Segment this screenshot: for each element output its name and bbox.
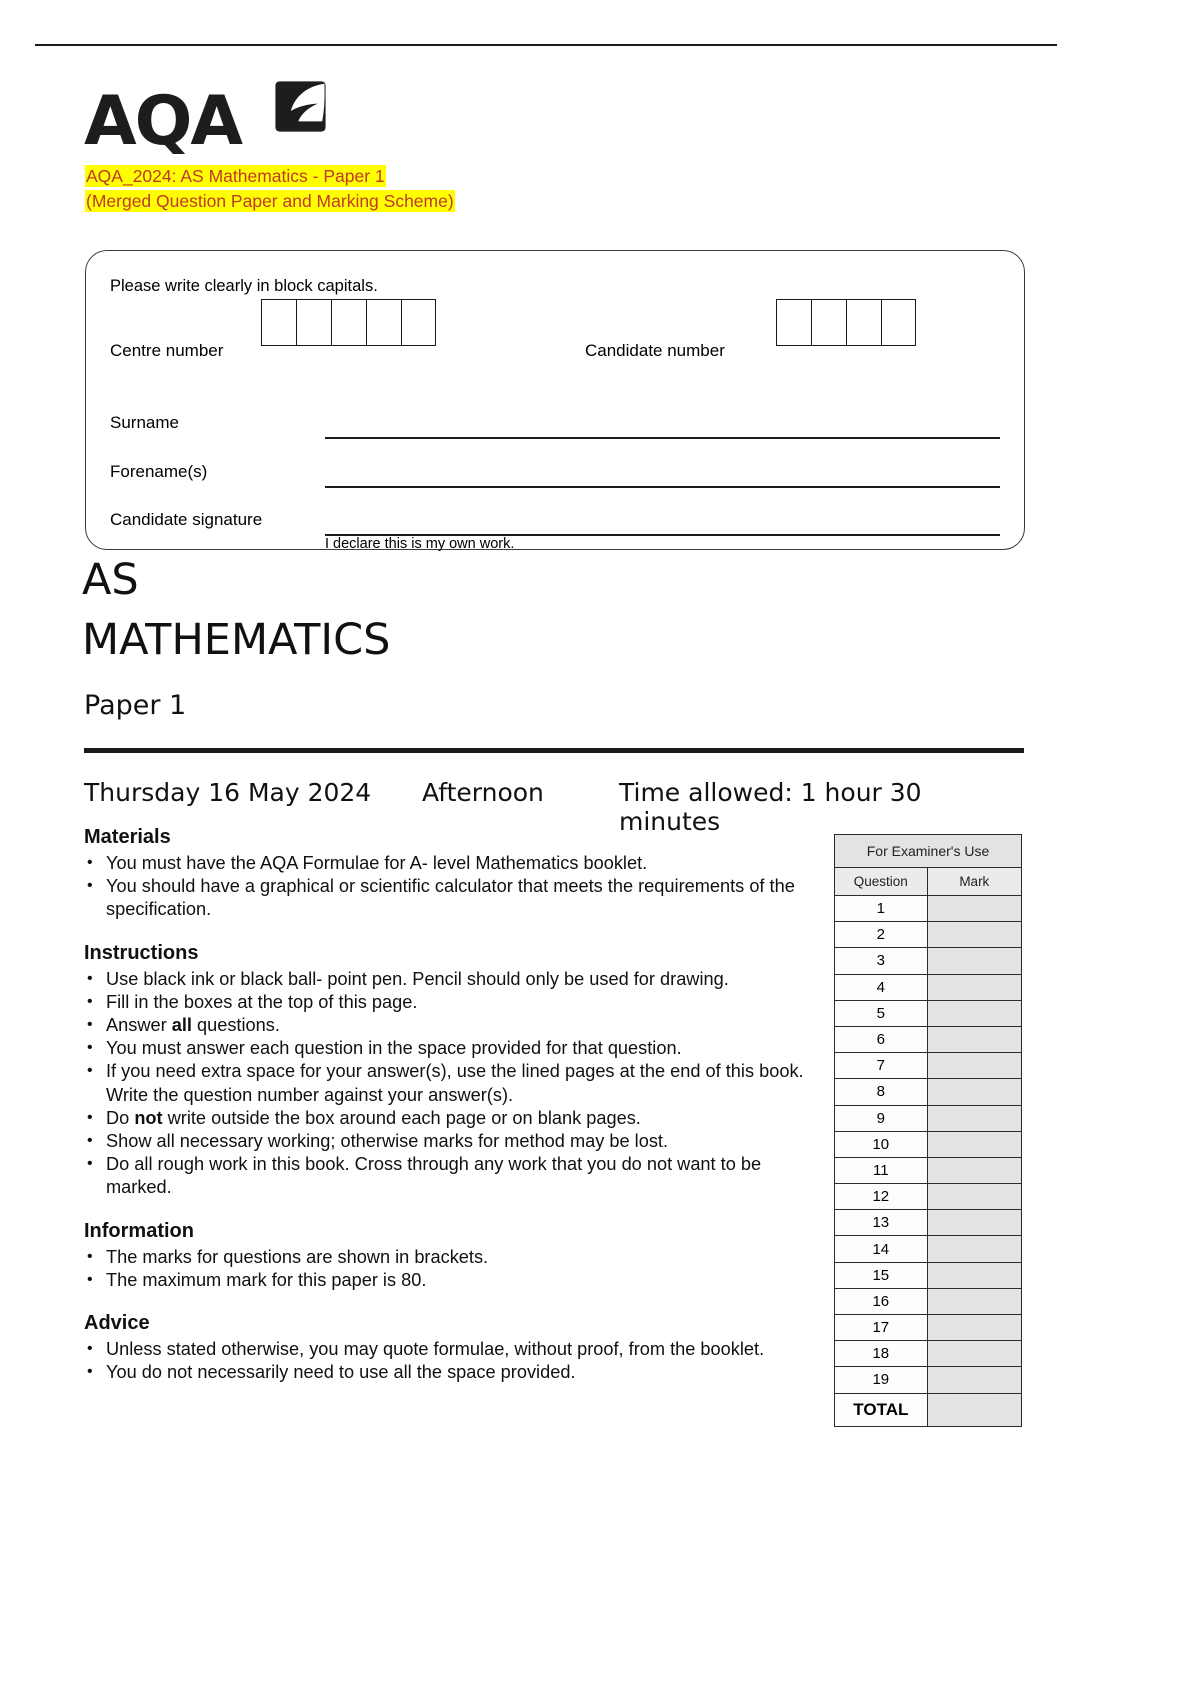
block-capitals-note: Please write clearly in block capitals. xyxy=(110,277,378,295)
mark-entry-cell[interactable] xyxy=(927,1000,1021,1026)
examiner-table-row xyxy=(835,1262,1022,1288)
examiner-table-row xyxy=(835,948,1022,974)
centre-number-cell[interactable] xyxy=(261,299,296,346)
forename-field-row xyxy=(110,456,1000,490)
bullet-item: • Unless stated otherwise, you may quote formulae, without proof, from the booklet. xyxy=(84,1338,814,1361)
subject-title: MATHEMATICS xyxy=(82,615,391,665)
question-number-cell: 16 xyxy=(835,1288,928,1314)
overlay-title-line1: AQA_2024: AS Mathematics - Paper 1 xyxy=(86,166,385,186)
mark-entry-cell[interactable] xyxy=(927,1315,1021,1341)
examiner-table-row xyxy=(835,1053,1022,1079)
page-top-rule xyxy=(35,44,1057,46)
examiner-table-row xyxy=(835,974,1022,1000)
title-divider-rule xyxy=(84,748,1024,753)
bullet-item: • You do not necessarily need to use all the space provided. xyxy=(84,1361,814,1384)
examiner-table-row xyxy=(835,1236,1022,1262)
mark-entry-cell[interactable] xyxy=(927,922,1021,948)
bullet-item: • Fill in the boxes at the top of this page. xyxy=(84,991,814,1014)
exam-date: Thursday 16 May 2024 xyxy=(84,778,372,807)
exam-time-allowed: Time allowed: 1 hour 30 minutes xyxy=(619,778,922,836)
centre-number-cell[interactable] xyxy=(366,299,401,346)
candidate-number-cell[interactable] xyxy=(846,299,881,346)
question-number-cell: 9 xyxy=(835,1105,928,1131)
section-gap xyxy=(84,922,814,942)
mark-entry-cell[interactable] xyxy=(927,1105,1021,1131)
examiner-table-row xyxy=(835,1000,1022,1026)
question-number-cell: 6 xyxy=(835,1026,928,1052)
total-label-cell: TOTAL xyxy=(835,1393,928,1426)
question-number-cell: 11 xyxy=(835,1157,928,1183)
examiner-table-total-row xyxy=(835,1393,1022,1426)
question-number-cell: 7 xyxy=(835,1053,928,1079)
centre-number-cell[interactable] xyxy=(331,299,366,346)
mark-entry-cell[interactable] xyxy=(927,1184,1021,1210)
section-heading: Instructions xyxy=(84,941,199,964)
question-number-cell: 18 xyxy=(835,1341,928,1367)
question-number-cell: 10 xyxy=(835,1131,928,1157)
section-gap xyxy=(84,1292,814,1312)
aqa-logo xyxy=(84,78,504,170)
exam-session: Afternoon xyxy=(422,778,544,807)
question-number-cell: 1 xyxy=(835,896,928,922)
section-heading: Information xyxy=(84,1219,194,1242)
examiner-table-row xyxy=(835,1157,1022,1183)
question-number-cell: 2 xyxy=(835,922,928,948)
examiner-table-row xyxy=(835,896,1022,922)
mark-column-header: Mark xyxy=(927,868,1021,896)
signature-field-row xyxy=(110,504,1000,538)
question-number-cell: 17 xyxy=(835,1315,928,1341)
mark-entry-cell[interactable] xyxy=(927,1288,1021,1314)
question-number-cell: 8 xyxy=(835,1079,928,1105)
examiner-table-row xyxy=(835,922,1022,948)
section-bullet-list xyxy=(84,968,814,1200)
candidate-number-cell[interactable] xyxy=(881,299,916,346)
question-number-cell: 14 xyxy=(835,1236,928,1262)
question-column-header: Question xyxy=(835,868,928,896)
examiner-table-row xyxy=(835,1210,1022,1236)
bullet-item: • Show all necessary working; otherwise marks for method may be lost. xyxy=(84,1130,814,1153)
surname-label: Surname xyxy=(110,413,179,432)
mark-entry-cell[interactable] xyxy=(927,896,1021,922)
question-number-cell: 12 xyxy=(835,1184,928,1210)
bullet-item: • Answer all questions. xyxy=(84,1014,814,1037)
bullet-item: • Do all rough work in this book. Cross through any work that you do not want to be marked. xyxy=(84,1153,814,1199)
section-gap xyxy=(84,1200,814,1220)
forename-label: Forename(s) xyxy=(110,462,208,481)
section-bullet-list xyxy=(84,852,814,922)
candidate-details-box xyxy=(85,250,1025,550)
section-bullet-list xyxy=(84,1246,814,1292)
bullet-item: • Use black ink or black ball- point pen. Pencil should only be used for drawing. xyxy=(84,968,814,991)
mark-entry-cell[interactable] xyxy=(927,1262,1021,1288)
paper-title: Paper 1 xyxy=(84,690,187,721)
examiner-table-header-row xyxy=(835,868,1022,896)
mark-entry-cell[interactable] xyxy=(927,1367,1021,1393)
centre-number-input[interactable] xyxy=(261,299,436,346)
bullet-item: • If you need extra space for your answer(s), use the lined pages at the end of this book. Write the question number against your answer(s). xyxy=(84,1060,814,1106)
examiner-table-title: For Examiner's Use xyxy=(835,835,1022,868)
surname-field-row xyxy=(110,407,1000,441)
mark-entry-cell[interactable] xyxy=(927,1053,1021,1079)
overlay-title-line2: (Merged Question Paper and Marking Scheme) xyxy=(86,191,454,211)
examiner-table-row xyxy=(835,1288,1022,1314)
overlay-title xyxy=(85,164,605,214)
examiner-table-row xyxy=(835,1026,1022,1052)
examiner-table-row xyxy=(835,1079,1022,1105)
aqa-logo-text: AQA xyxy=(84,82,242,161)
mark-entry-cell[interactable] xyxy=(927,1210,1021,1236)
question-number-cell: 4 xyxy=(835,974,928,1000)
mark-entry-cell[interactable] xyxy=(927,1236,1021,1262)
mark-entry-cell[interactable] xyxy=(927,1157,1021,1183)
bullet-item: • You must answer each question in the space provided for that question. xyxy=(84,1037,814,1060)
bullet-item: • You should have a graphical or scientific calculator that meets the requirements of the specification. xyxy=(84,875,814,921)
candidate-number-cell[interactable] xyxy=(811,299,846,346)
instructions-column xyxy=(84,826,814,1384)
bullet-item: • Do not write outside the box around each page or on blank pages. xyxy=(84,1107,814,1130)
declaration-text: I declare this is my own work. xyxy=(325,536,515,552)
question-number-cell: 5 xyxy=(835,1000,928,1026)
centre-number-cell[interactable] xyxy=(296,299,331,346)
candidate-number-input[interactable] xyxy=(776,299,916,346)
exam-schedule-line xyxy=(84,778,1024,836)
examiner-table-row xyxy=(835,1341,1022,1367)
question-number-cell: 19 xyxy=(835,1367,928,1393)
examiner-table-row xyxy=(835,1131,1022,1157)
centre-number-label: Centre number xyxy=(110,341,224,360)
bullet-item: • The maximum mark for this paper is 80. xyxy=(84,1269,814,1292)
examiner-table-row xyxy=(835,1105,1022,1131)
aqa-leaf-icon xyxy=(272,78,329,135)
signature-label: Candidate signature xyxy=(110,510,263,529)
candidate-number-label: Candidate number xyxy=(585,341,725,360)
mark-entry-cell[interactable] xyxy=(927,1079,1021,1105)
qualification-level: AS xyxy=(82,555,139,605)
mark-entry-cell[interactable] xyxy=(927,948,1021,974)
question-number-cell: 15 xyxy=(835,1262,928,1288)
surname-input-line[interactable] xyxy=(325,437,1000,439)
question-number-cell: 3 xyxy=(835,948,928,974)
examiner-table-row xyxy=(835,1367,1022,1393)
candidate-number-cell[interactable] xyxy=(776,299,811,346)
total-mark-cell[interactable] xyxy=(927,1393,1021,1426)
question-number-cell: 13 xyxy=(835,1210,928,1236)
mark-entry-cell[interactable] xyxy=(927,974,1021,1000)
examiner-table-row xyxy=(835,1315,1022,1341)
examiner-table-row xyxy=(835,1184,1022,1210)
mark-entry-cell[interactable] xyxy=(927,1026,1021,1052)
examiner-use-table xyxy=(834,834,1022,1427)
section-heading: Materials xyxy=(84,826,171,848)
mark-entry-cell[interactable] xyxy=(927,1131,1021,1157)
section-heading: Advice xyxy=(84,1312,150,1335)
section-bullet-list xyxy=(84,1338,814,1384)
centre-number-cell[interactable] xyxy=(401,299,436,346)
mark-entry-cell[interactable] xyxy=(927,1341,1021,1367)
examiner-table-title-row xyxy=(835,835,1022,868)
bullet-item: • The marks for questions are shown in brackets. xyxy=(84,1246,814,1269)
bullet-item: • You must have the AQA Formulae for A- level Mathematics booklet. xyxy=(84,852,814,875)
forename-input-line[interactable] xyxy=(325,486,1000,488)
